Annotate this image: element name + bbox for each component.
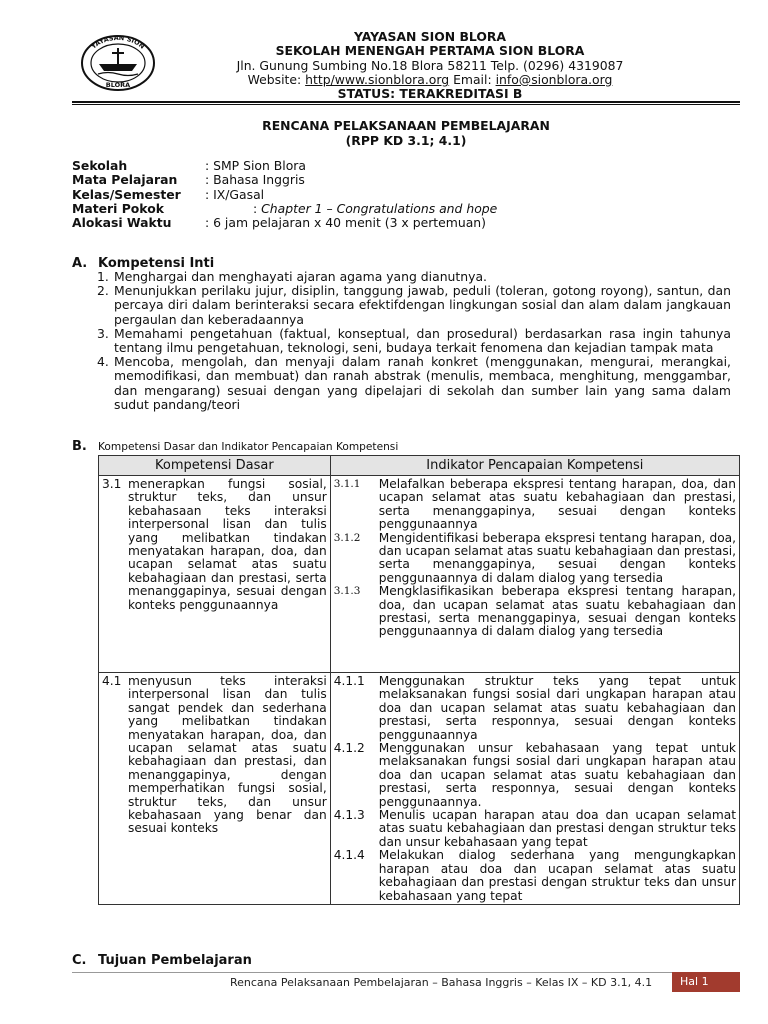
table-row [99, 476, 740, 673]
indicator-item: 4.1.3 Menulis ucapan harapan atau doa dan ucapan selamat atas suatu kebahagiaan dan prestasi dengan struktur teks dan unsur kebahasaan yang tepat [333, 808, 736, 849]
contact-line: Website: http/www.sionblora.org Email: info@sionblora.org [247, 71, 613, 87]
email-link[interactable]: info@sionblora.org [495, 71, 613, 87]
website-link[interactable]: http/www.sionblora.org [305, 71, 450, 87]
foundation-name: YAYASAN SION BLORA [353, 29, 507, 44]
page-number-badge: Hal 1 [672, 972, 740, 992]
indicator-cell [330, 673, 739, 905]
indicator-item: 3.1.3 Mengklasifikasikan beberapa ekspresi tentang harapan, doa, dan ucapan selamat atas suatu kebahagiaan dan prestasi, serta menanggapinya, sesuai dengan konteks penggunaannya di dalam dialog yang tersedia [333, 584, 736, 639]
identity-row: Materi Pokok : Chapter 1 – Congratulations and hope [72, 200, 498, 216]
identity-row: Sekolah : SMP Sion Blora [72, 158, 306, 173]
school-address: Jln. Gunung Sumbing No.18 Blora 58211 Telp. (0296) 4319087 [236, 57, 624, 73]
indicator-item: 4.1.1 Menggunakan struktur teks yang tepat untuk melaksanakan fungsi sosial dari ungkapan harapan atau doa dan ucapan selamat atas suatu kebahagiaan dan prestasi, serta responnya, sesuai dengan konteks penggunaannya [333, 674, 736, 742]
footer-rule [72, 972, 740, 973]
header-rule [72, 101, 740, 103]
document-title: RENCANA PELAKSANAAN PEMBELAJARAN (RPP KD 3.1; 4.1) [262, 118, 550, 148]
logo-text-bottom: BLORA [105, 81, 131, 89]
school-name: SEKOLAH MENENGAH PERTAMA SION BLORA [275, 43, 585, 59]
header-rule-thin [72, 104, 740, 105]
indicator-item: 3.1.1 Melafalkan beberapa ekspresi tentang harapan, doa, dan ucapan selamat atas suatu kebahagiaan dan prestasi, serta menanggapinya, sesuai dengan konteks penggunaannya [333, 477, 736, 532]
section-a-heading: A. Kompetensi Inti [72, 256, 215, 271]
column-header: Indikator Pencapaian Kompetensi [330, 456, 739, 476]
list-item: 1. Menghargai dan menghayati ajaran agama yang dianutnya. [97, 269, 487, 284]
kd-cell: 4.1 menyusun teks interaksi interpersonal lisan dan tulis sangat pendek dan sederhana yang melibatkan tindakan menyatakan harapan, doa, dan ucapan selamat atas suatu kebahagiaan dan prestasi, dan menanggapinya, dengan memperhatikan fungsi sosial, struktur teks, dan unsur kebahasaan yang benar dan sesuai konteks [99, 673, 331, 905]
list-item: 2. Menunjukkan perilaku jujur, disiplin, tanggung jawab, peduli (toleran, gotong royong), santun, dan percaya diri dalam berinteraksi secara efektifdengan lingkungan sosial dan alam dalam jangkauan pergaulan dan keberadaannya [97, 283, 731, 327]
footer-text: Rencana Pelaksanaan Pembelajaran – Bahasa Inggris – Kelas IX – KD 3.1, 4.1 [230, 976, 653, 989]
indicator-item: 3.1.2 Mengidentifikasi beberapa ekspresi tentang harapan, doa, dan ucapan selamat atas suatu kebahagiaan dan prestasi, serta menanggapinya, sesuai dengan konteks penggunaannya di dalam dialog yang tersedia [333, 530, 736, 585]
kd-cell: 3.1 menerapkan fungsi sosial, struktur teks, dan unsur kebahasaan teks interaksi interpersonal lisan dan tulis yang melibatkan tindakan menyatakan harapan, doa, dan ucapan selamat atas suatu kebahagiaan dan prestasi, serta menanggapinya, sesuai dengan konteks penggunaannya [99, 476, 331, 673]
table-row [99, 673, 740, 905]
indicator-cell [330, 476, 739, 673]
core-competence-list [97, 270, 731, 412]
identity-block [72, 159, 740, 230]
indicator-item: 4.1.2 Menggunakan unsur kebahasaan yang tepat untuk melaksanakan fungsi sosial dari ungkapan harapan atau doa dan ucapan selamat atas suatu kebahagiaan dan prestasi, serta responnya, sesuai dengan konteks penggunaannya. [333, 741, 736, 809]
list-item: 4. Mencoba, mengolah, dan menyaji dalam ranah konkret (menggunakan, mengurai, merangkai, memodifikasi, dan membuat) dan ranah abstrak (menulis, membaca, menghitung, menggambar, dan mengarang) sesuai dengan yang dipelajari di sekolah dan sumber lain yang sama dalam sudut pandang/teori [97, 354, 731, 412]
logo-text-top: YAYASAN SION [89, 34, 147, 51]
school-logo [80, 34, 156, 92]
identity-row: Kelas/Semester : IX/Gasal [72, 186, 265, 202]
section-b-letter: B. [72, 439, 87, 454]
list-item: 3. Memahami pengetahuan (faktual, konseptual, dan prosedural) berdasarkan rasa ingin tahunya tentang ilmu pengetahuan, teknologi, seni, budaya terkait fenomena dan kejadian tampak mata [97, 325, 731, 356]
identity-row: Alokasi Waktu : 6 jam pelajaran x 40 menit (3 x pertemuan) [72, 215, 486, 231]
identity-row: Mata Pelajaran : Bahasa Inggris [72, 172, 305, 188]
section-b-title: Kompetensi Dasar dan Indikator Pencapaian Kompetensi [98, 441, 399, 453]
column-header: Kompetensi Dasar [99, 456, 331, 476]
indicator-item: 4.1.4 Melakukan dialog sederhana yang mengungkapkan harapan atau doa dan ucapan selamat atas suatu kebahagiaan dan prestasi dengan struktur teks dan unsur kebahasaan yang tepat [333, 848, 736, 903]
letterhead [220, 30, 640, 101]
competence-table [98, 455, 740, 905]
section-c-heading: C. Tujuan Pembelajaran [72, 953, 252, 968]
accreditation-status: STATUS: TERAKREDITASI B [337, 86, 523, 102]
table-header-row [99, 456, 740, 476]
